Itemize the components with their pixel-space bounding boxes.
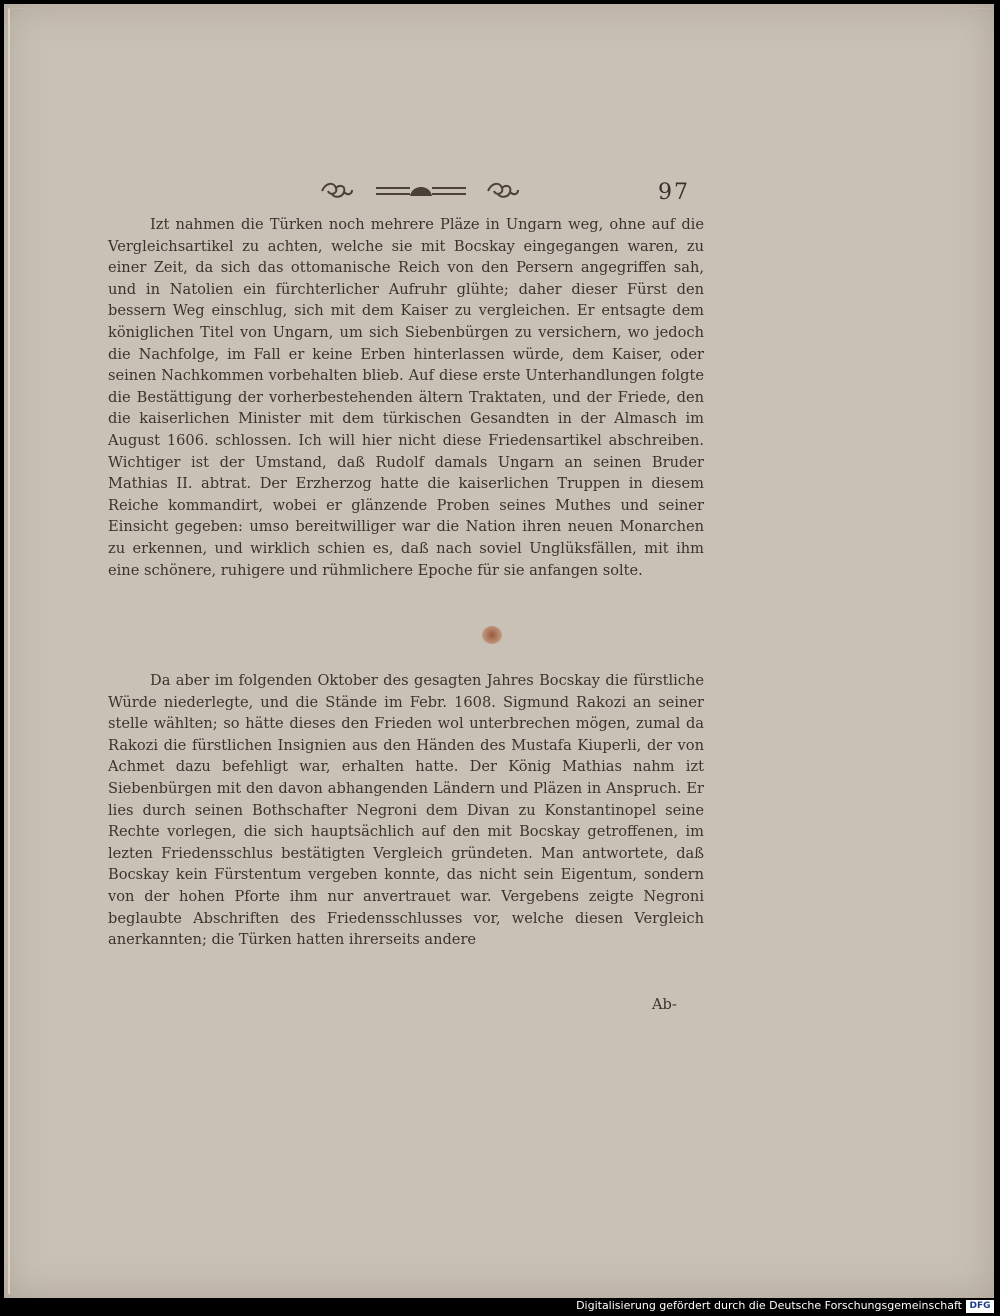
paragraph-2: Da aber im folgenden Oktober des gesagten Jahres Bocskay die fürstliche Würde niederlegte, und die Stände im Febr. 1608. Sigmund Rakozi an seiner stelle wählten; so hätte dieses den Frieden wol unterbrechen mögen, zumal da Rakozi die fürstlichen Insignien aus den Händen des Mustafa Kiuperli, der von Achmet dazu befehligt war, erhalten hatte. Der König Mathias nahm izt Siebenbürgen mit den davon abhangenden Ländern und Pläzen in Anspruch. Er lies durch seinen Bothschafter Negroni dem Divan zu Konstantinopel seine Rechte vorlegen, die sich hauptsächlich auf den mit Bocskay getroffenen, im lezten Friedensschlus bestätigten Vergleich gründeten. Man antwortete, daß Bocskay kein Fürstentum vergeben konnte, das nicht sein Eigentum, sondern von der hohen Pforte ihm nur anvertrauet war. Vergebens zeigte Negroni beglaubte Abschriften des Friedensschlusses vor, welche diesen Vergleich anerkannten; die Türken hatten ihrerseits andere <box>108 672 704 949</box>
footer-bar <box>0 1298 1000 1316</box>
dfg-logo-icon: DFG <box>966 1300 994 1313</box>
header-ornament <box>316 178 526 204</box>
body-text-2 <box>108 670 704 951</box>
ink-stain <box>482 626 502 644</box>
paragraph-1: Izt nahmen die Türken noch mehrere Pläze in Ungarn weg, ohne auf die Vergleichsartikel zu achten, welche sie mit Bocskay eingegangen waren, zu einer Zeit, da sich das ottomanische Reich von den Persern angegriffen sah, und in Natolien ein fürchterlicher Aufruhr glühte; daher dieser Fürst den bessern Weg einschlug, sich mit dem Kaiser zu vergleichen. Er entsagte dem königlichen Titel von Ungarn, um sich Siebenbürgen zu versichern, wo jedoch die Nachfolge, im Fall er keine Erben hinterlassen würde, dem Kaiser, oder seinen Nachkommen vorbehalten blieb. Auf diese erste Unterhandlungen folgte die Bestättigung der vorherbestehenden ältern Traktaten, und der Friede, den die kaiserlichen Minister mit dem türkischen Gesandten in der Almasch im August 1606. schlossen. Ich will hier nicht diese Friedensartikel abschreiben. Wichtiger ist der Umstand, daß Rudolf damals Ungarn an seinen Bruder Mathias II. abtrat. Der Erzherzog hatte die kaiserlichen Truppen in diesem Reiche kommandirt, wobei er glänzende Proben seines Muthes und seiner Einsicht gegeben: umso bereitwilliger war die Nation ihren neuen Monarchen zu erkennen, und wirklich schien es, daß nach soviel Unglüksfällen, mit ihm eine schönere, ruhigere und rühmlichere Epoche für sie anfangen solte. <box>108 216 704 579</box>
body-text-1 <box>108 214 704 581</box>
catchword: Ab- <box>652 996 677 1013</box>
scanned-page <box>4 4 994 1298</box>
footer-credit: Digitalisierung gefördert durch die Deutsche Forschungsgemeinschaft <box>576 1299 962 1312</box>
page-number: 97 <box>658 180 690 205</box>
